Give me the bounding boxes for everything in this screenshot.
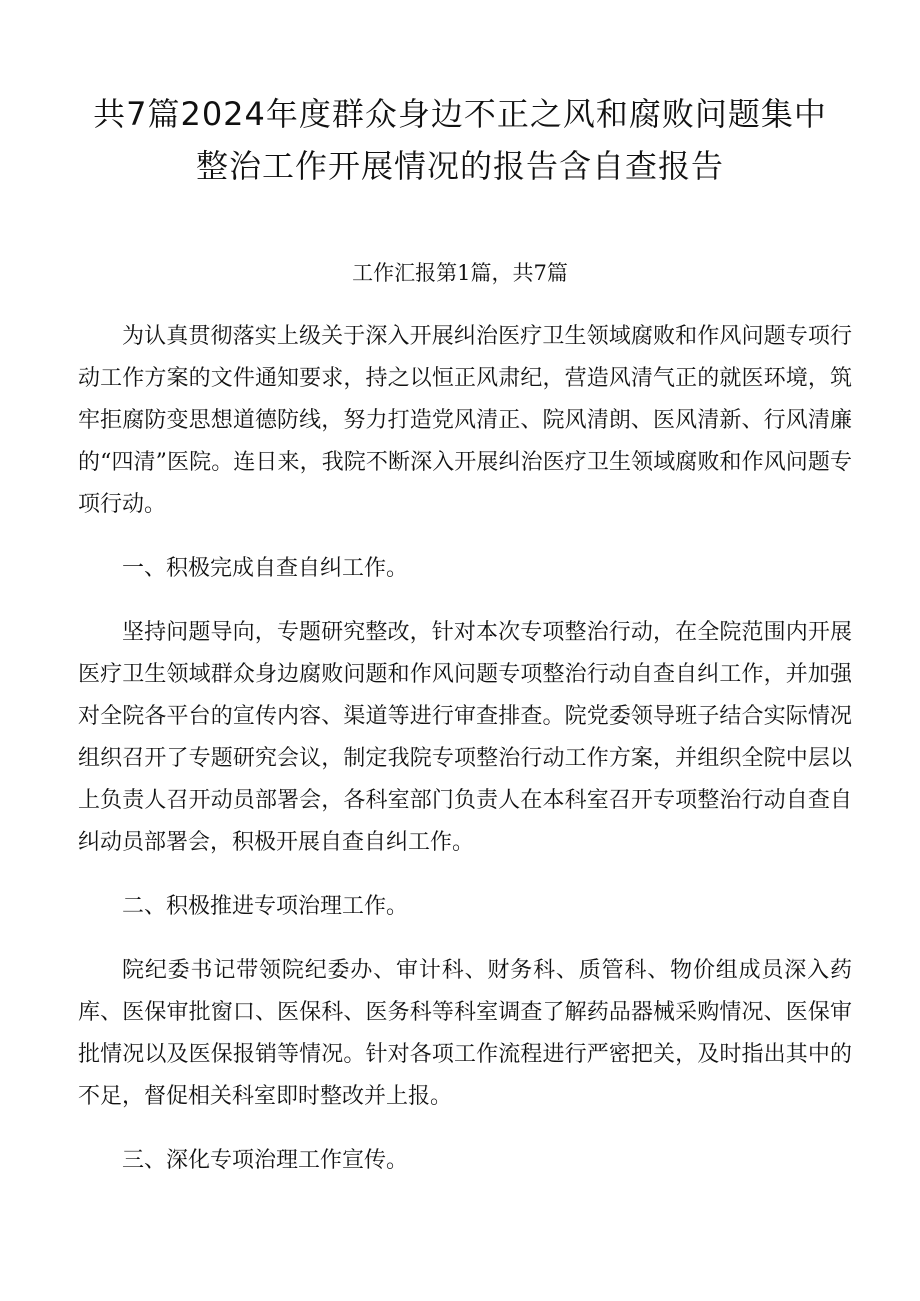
document-body (78, 316, 852, 1204)
document-title (60, 88, 860, 192)
section-heading-1: 一、积极完成自查自纠工作。 (122, 556, 409, 581)
section-heading-2: 二、积极推进专项治理工作。 (122, 894, 409, 919)
paragraph-intro: 为认真贯彻落实上级关于深入开展纠治医疗卫生领域腐败和作风问题专项行动工作方案的文件通知要求，持之以恒正风肃纪，营造风清气正的就医环境，筑牢拒腐防变思想道德防线，努力打造党风清正、院风清朗、医风清新、行风清廉的“四清”医院。连日来，我院不断深入开展纠治医疗卫生领域腐败和作风问题专项行动。 (78, 324, 852, 517)
title-line-2: 整治工作开展情况的报告含自查报告 (195, 147, 724, 185)
paragraph-section-1: 坚持问题导向，专题研究整改，针对本次专项整治行动，在全院范围内开展医疗卫生领域群众身边腐败问题和作风问题专项整治行动自查自纠工作，并加强对全院各平台的宣传内容、渠道等进行审查排查。院党委领导班子结合实际情况组织召开了专题研究会议，制定我院专项整治行动工作方案，并组织全院中层以上负责人召开动员部署会，各科室部门负责人在本科室召开专项整治行动自查自纠动员部署会，积极开展自查自纠工作。 (78, 620, 852, 855)
document-subtitle: 工作汇报第1篇，共7篇 (352, 261, 568, 285)
title-line-1: 共7篇2024年度群众身边不正之风和腐败问题集中 (93, 95, 827, 133)
section-heading-3: 三、深化专项治理工作宣传。 (122, 1148, 409, 1173)
paragraph-section-2: 院纪委书记带领院纪委办、审计科、财务科、质管科、物价组成员深入药库、医保审批窗口、医保科、医务科等科室调查了解药品器械采购情况、医保审批情况以及医保报销等情况。针对各项工作流程进行严密把关，及时指出其中的不足，督促相关科室即时整改并上报。 (78, 958, 852, 1109)
